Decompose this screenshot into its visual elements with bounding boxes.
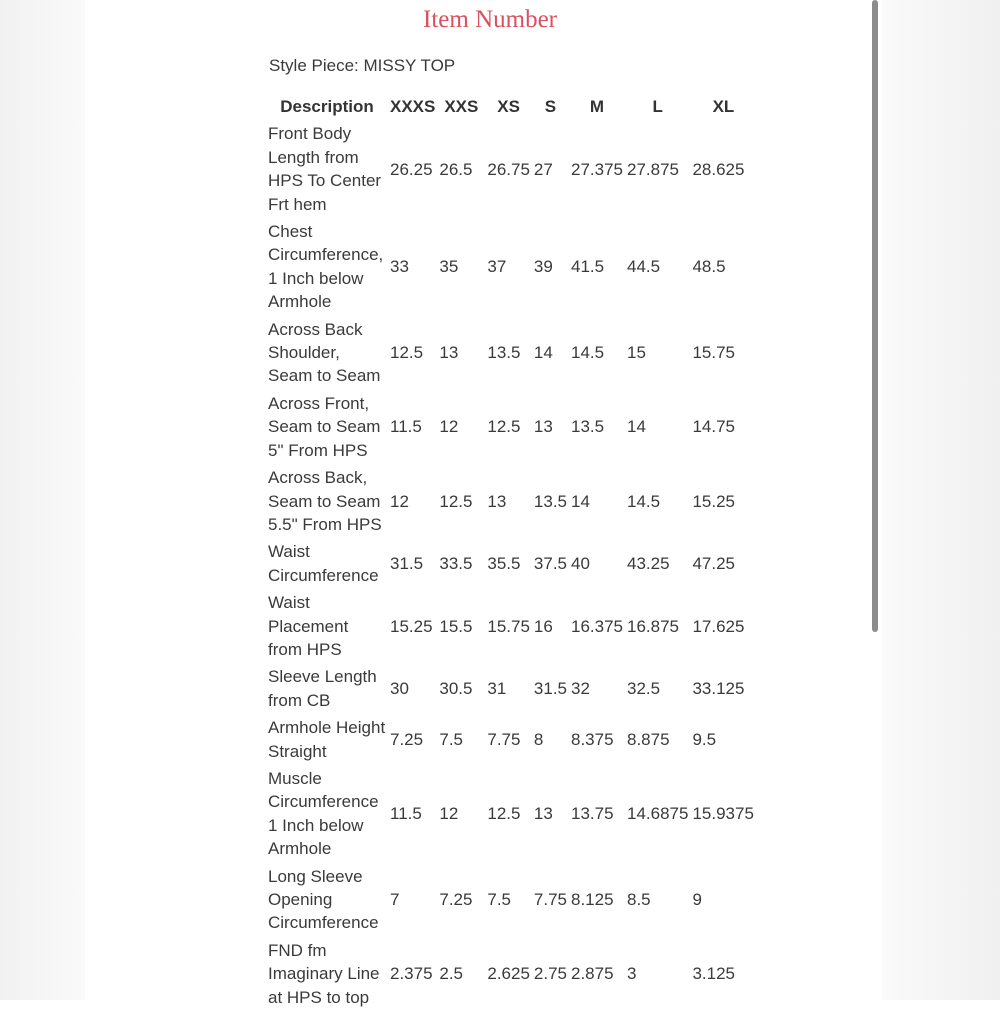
measurement-value: 15.9375 [692,804,754,824]
measurement-value: 7 [390,890,400,909]
measurement-value: 30 [390,679,409,699]
table-row [266,120,756,218]
measurement-value: 40 [571,554,590,574]
measurement-value: 12.5 [439,491,473,511]
measurement-value: 14 [533,343,553,363]
column-header-size: S [544,97,557,116]
measurement-value: 15.25 [692,491,735,511]
measurement-value: 27.375 [571,159,623,179]
measurement-value: 7.25 [439,890,473,909]
measurement-value: 31.5 [390,554,424,574]
measurement-value: 14.5 [627,491,661,511]
table-row [266,714,756,765]
measurement-value: 30.5 [439,679,473,699]
measurement-value: 14 [627,417,646,437]
measurement-value: 15.75 [692,343,735,363]
measurement-value: 8.375 [571,729,614,749]
measurement-value: 7.75 [533,890,567,909]
table-row [266,464,756,538]
table-row [266,390,756,464]
measurement-value: 7.75 [487,729,521,749]
measurement-value: 3 [627,964,637,984]
measurement-value: 32 [571,679,590,699]
measurement-value: 12 [439,417,459,437]
measurement-description: Long Sleeve Opening Circumference [268,866,379,933]
table-row [266,765,756,863]
measurement-value: 13 [487,491,507,511]
column-header-size: XXS [444,97,479,116]
measurement-value: 2.375 [390,964,433,984]
measurement-value: 11.5 [390,417,422,437]
measurement-description: Front Body Length from HPS To Center Frt hem [268,124,382,214]
measurement-value: 32.5 [627,679,661,699]
column-header-size: M [589,97,605,116]
measurement-value: 33 [390,257,409,277]
measurement-value: 2.75 [533,964,567,984]
measurement-description: Waist Placement from HPS [268,593,349,659]
measurement-value: 37.5 [533,554,567,574]
measurement-description: Waist Circumference [268,542,379,585]
measurement-value: 27.875 [627,159,679,179]
measurement-value: 14.75 [692,417,735,437]
column-header-description: Description [280,97,374,116]
page-margin-left [0,0,85,1000]
measurement-description: Sleeve Length from CB [268,667,377,710]
measurement-description: Chest Circumference, 1 Inch below Armhole [268,222,384,312]
table-row [266,589,756,663]
measurement-value: 15 [627,343,646,363]
measurement-description: Armhole Height Straight [268,718,386,761]
measurement-description: Across Back Shoulder, Seam to Seam [268,319,381,386]
measurement-value: 16.875 [627,616,679,636]
measurement-value: 8 [533,729,544,749]
table-row [266,316,756,390]
measurement-description: Across Back, Seam to Seam 5.5" From HPS [268,468,382,534]
measurement-value: 48.5 [692,257,726,277]
measurement-value: 33.5 [439,554,473,574]
column-header-size: XXXS [390,97,436,116]
measurement-description: Muscle Circumference 1 Inch below Armhole [268,768,379,859]
measurement-value: 13 [533,804,553,824]
measurement-value: 15.5 [439,616,473,636]
measurement-value: 26.5 [439,159,473,179]
measurement-value: 15.75 [487,616,530,636]
measurement-value: 28.625 [692,159,745,179]
page-margin-right [882,0,1000,1000]
measurement-value: 11.5 [390,804,422,824]
measurement-value: 17.625 [692,616,745,636]
measurement-value: 16.375 [571,616,623,636]
table-row [266,663,756,714]
measurement-value: 12.5 [487,417,521,437]
measurement-value: 33.125 [692,679,745,699]
measurement-value: 44.5 [627,257,661,277]
measurement-value: 7.5 [487,890,511,909]
measurement-value: 2.875 [571,964,614,984]
measurement-description: FND fm Imaginary Line at HPS to top [268,940,380,1007]
measurement-value: 12 [439,804,459,824]
column-header-size: L [652,97,663,116]
measurement-value: 14 [571,491,590,511]
measurement-value: 31.5 [533,679,567,699]
measurement-description: Across Front, Seam to Seam 5" From HPS [268,393,381,460]
measurement-value: 27 [533,159,553,179]
measurement-value: 2.625 [487,964,530,984]
measurement-value: 9.5 [692,729,717,749]
measurement-value: 8.5 [627,890,651,909]
measurement-value: 13.5 [487,343,521,363]
style-piece-label: Style Piece: MISSY TOP [269,56,456,75]
table-row [266,863,756,937]
measurement-value: 9 [692,890,702,909]
measurement-value: 13 [439,343,459,363]
measurement-value: 16 [533,616,553,636]
measurement-value: 2.5 [439,964,463,984]
measurement-value: 12.5 [487,804,521,824]
measurement-value: 26.75 [487,159,530,179]
measurement-value: 37 [487,257,507,277]
measurement-value: 47.25 [692,554,735,574]
column-header-size: XS [497,97,520,116]
measurement-value: 39 [533,257,553,277]
measurement-value: 15.25 [390,616,433,636]
table-row [266,538,756,589]
measurement-value: 43.25 [627,554,670,574]
table-header-row [266,93,756,120]
measurement-value: 13.5 [571,417,605,437]
measurement-value: 14.6875 [627,804,689,824]
measurement-value: 35.5 [487,554,521,574]
measurement-value: 13 [533,417,553,437]
measurement-value: 7.25 [390,729,424,749]
table-row [266,218,756,316]
measurement-value: 3.125 [692,964,735,984]
measurement-value: 7.5 [439,729,463,749]
column-header-size: XL [712,97,735,116]
measurement-value: 13.75 [571,804,614,824]
measurement-value: 8.875 [627,729,670,749]
measurement-value: 41.5 [571,257,605,277]
measurement-value: 14.5 [571,343,605,363]
measurement-value: 31 [487,679,507,699]
measurement-value: 13.5 [533,491,567,511]
measurement-value: 26.25 [390,159,433,179]
measurement-value: 35 [439,257,459,277]
measurement-value: 12 [390,491,409,511]
scrollbar-thumb[interactable] [872,0,878,632]
measurement-value: 12.5 [390,343,424,363]
page-title: Item Number [423,6,557,33]
size-spec-table [266,93,756,1011]
measurement-value: 8.125 [571,890,614,909]
table-body [266,120,756,1011]
